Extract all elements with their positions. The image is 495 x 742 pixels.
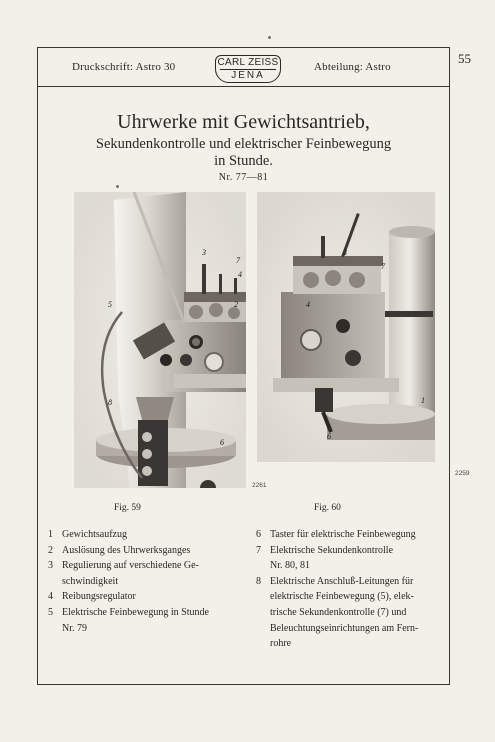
zeiss-logo (215, 55, 281, 83)
callout-4: 4 (238, 270, 242, 279)
legend-number: 2 (48, 544, 53, 556)
figure-60-plate-number: 2259 (455, 470, 470, 477)
figure-59-caption: Fig. 59 (114, 503, 141, 513)
figure-60-caption: Fig. 60 (314, 503, 341, 513)
legend-text: Gewichtsaufzug (62, 529, 127, 540)
legend-number: 6 (256, 529, 261, 540)
legend-item (256, 574, 446, 652)
callout-5: 5 (108, 300, 112, 309)
legend-item (48, 543, 244, 559)
callout-7: 7 (381, 262, 385, 271)
callout-6: 6 (220, 438, 224, 447)
page-title: Uhrwerke mit Gewichtsantrieb, (117, 111, 370, 133)
callout-8: 8 (108, 398, 112, 407)
legend-text: Elektrische Sekundenkontrolle Nr. 80, 81 (270, 544, 394, 572)
page-number: 55 (458, 51, 471, 66)
legend-number: 7 (256, 544, 261, 556)
catalog-number-range: Nr. 77—81 (218, 172, 269, 183)
legend-list-right (256, 527, 446, 652)
figure-60-photo (257, 192, 470, 477)
logo-text-bottom: JENA (231, 70, 265, 81)
legend-item (48, 527, 244, 543)
clock-drive-illustration-right (257, 192, 435, 462)
callout-6: 6 (327, 432, 331, 441)
subtitle-line-2: in Stunde. (214, 153, 273, 169)
figure-59-photo (74, 192, 267, 489)
legend-item (256, 527, 446, 543)
legend-number: 3 (48, 560, 53, 572)
logo-text-top: CARL ZEISS (217, 57, 279, 68)
header-document-ref: Druckschrift: Astro 30 (72, 61, 176, 73)
subtitle-line-1: Sekundenkontrolle und elektrischer Feinbewegung (95, 136, 392, 152)
legend-item (48, 558, 244, 589)
legend-list-left (48, 527, 244, 636)
legend-item (256, 543, 446, 574)
legend-text: Elektrische Anschluß-Leitungen für elektrische Feinbewegung (5), elek- trische Sekundenkontrolle (7) und Beleuchtungseinrichtungen am Fern- rohre (270, 575, 419, 650)
legend-number: 4 (48, 591, 53, 603)
callout-3: 3 (202, 248, 206, 257)
legend-text: Regulierung auf verschiedene Ge- schwindigkeit (62, 560, 199, 587)
legend-text: Reibungsregulator (62, 591, 136, 603)
legend-item (48, 589, 244, 605)
callout-3: 3 (343, 248, 347, 257)
header-divider (38, 86, 449, 87)
callout-7: 7 (236, 256, 240, 265)
paper-speck (116, 185, 119, 188)
legend-number: 1 (48, 529, 53, 540)
callout-2: 2 (234, 300, 238, 309)
callout-1: 1 (421, 396, 425, 405)
paper-speck (268, 36, 271, 39)
legend-number: 8 (256, 575, 261, 587)
header-department: Abteilung: Astro (314, 61, 391, 73)
legend-text: Auslösung des Uhrwerksganges (62, 544, 191, 556)
legend-text: Taster für elektrische Feinbewegung (270, 529, 416, 540)
figure-59-plate-number: 2261 (252, 482, 267, 489)
legend-text: Elektrische Feinbewegung in Stunde Nr. 79 (62, 606, 209, 634)
callout-4: 4 (306, 300, 310, 309)
logo-divider (220, 69, 276, 70)
legend-number: 5 (48, 606, 53, 618)
legend-item (48, 605, 244, 636)
page-subtitle (38, 136, 449, 170)
